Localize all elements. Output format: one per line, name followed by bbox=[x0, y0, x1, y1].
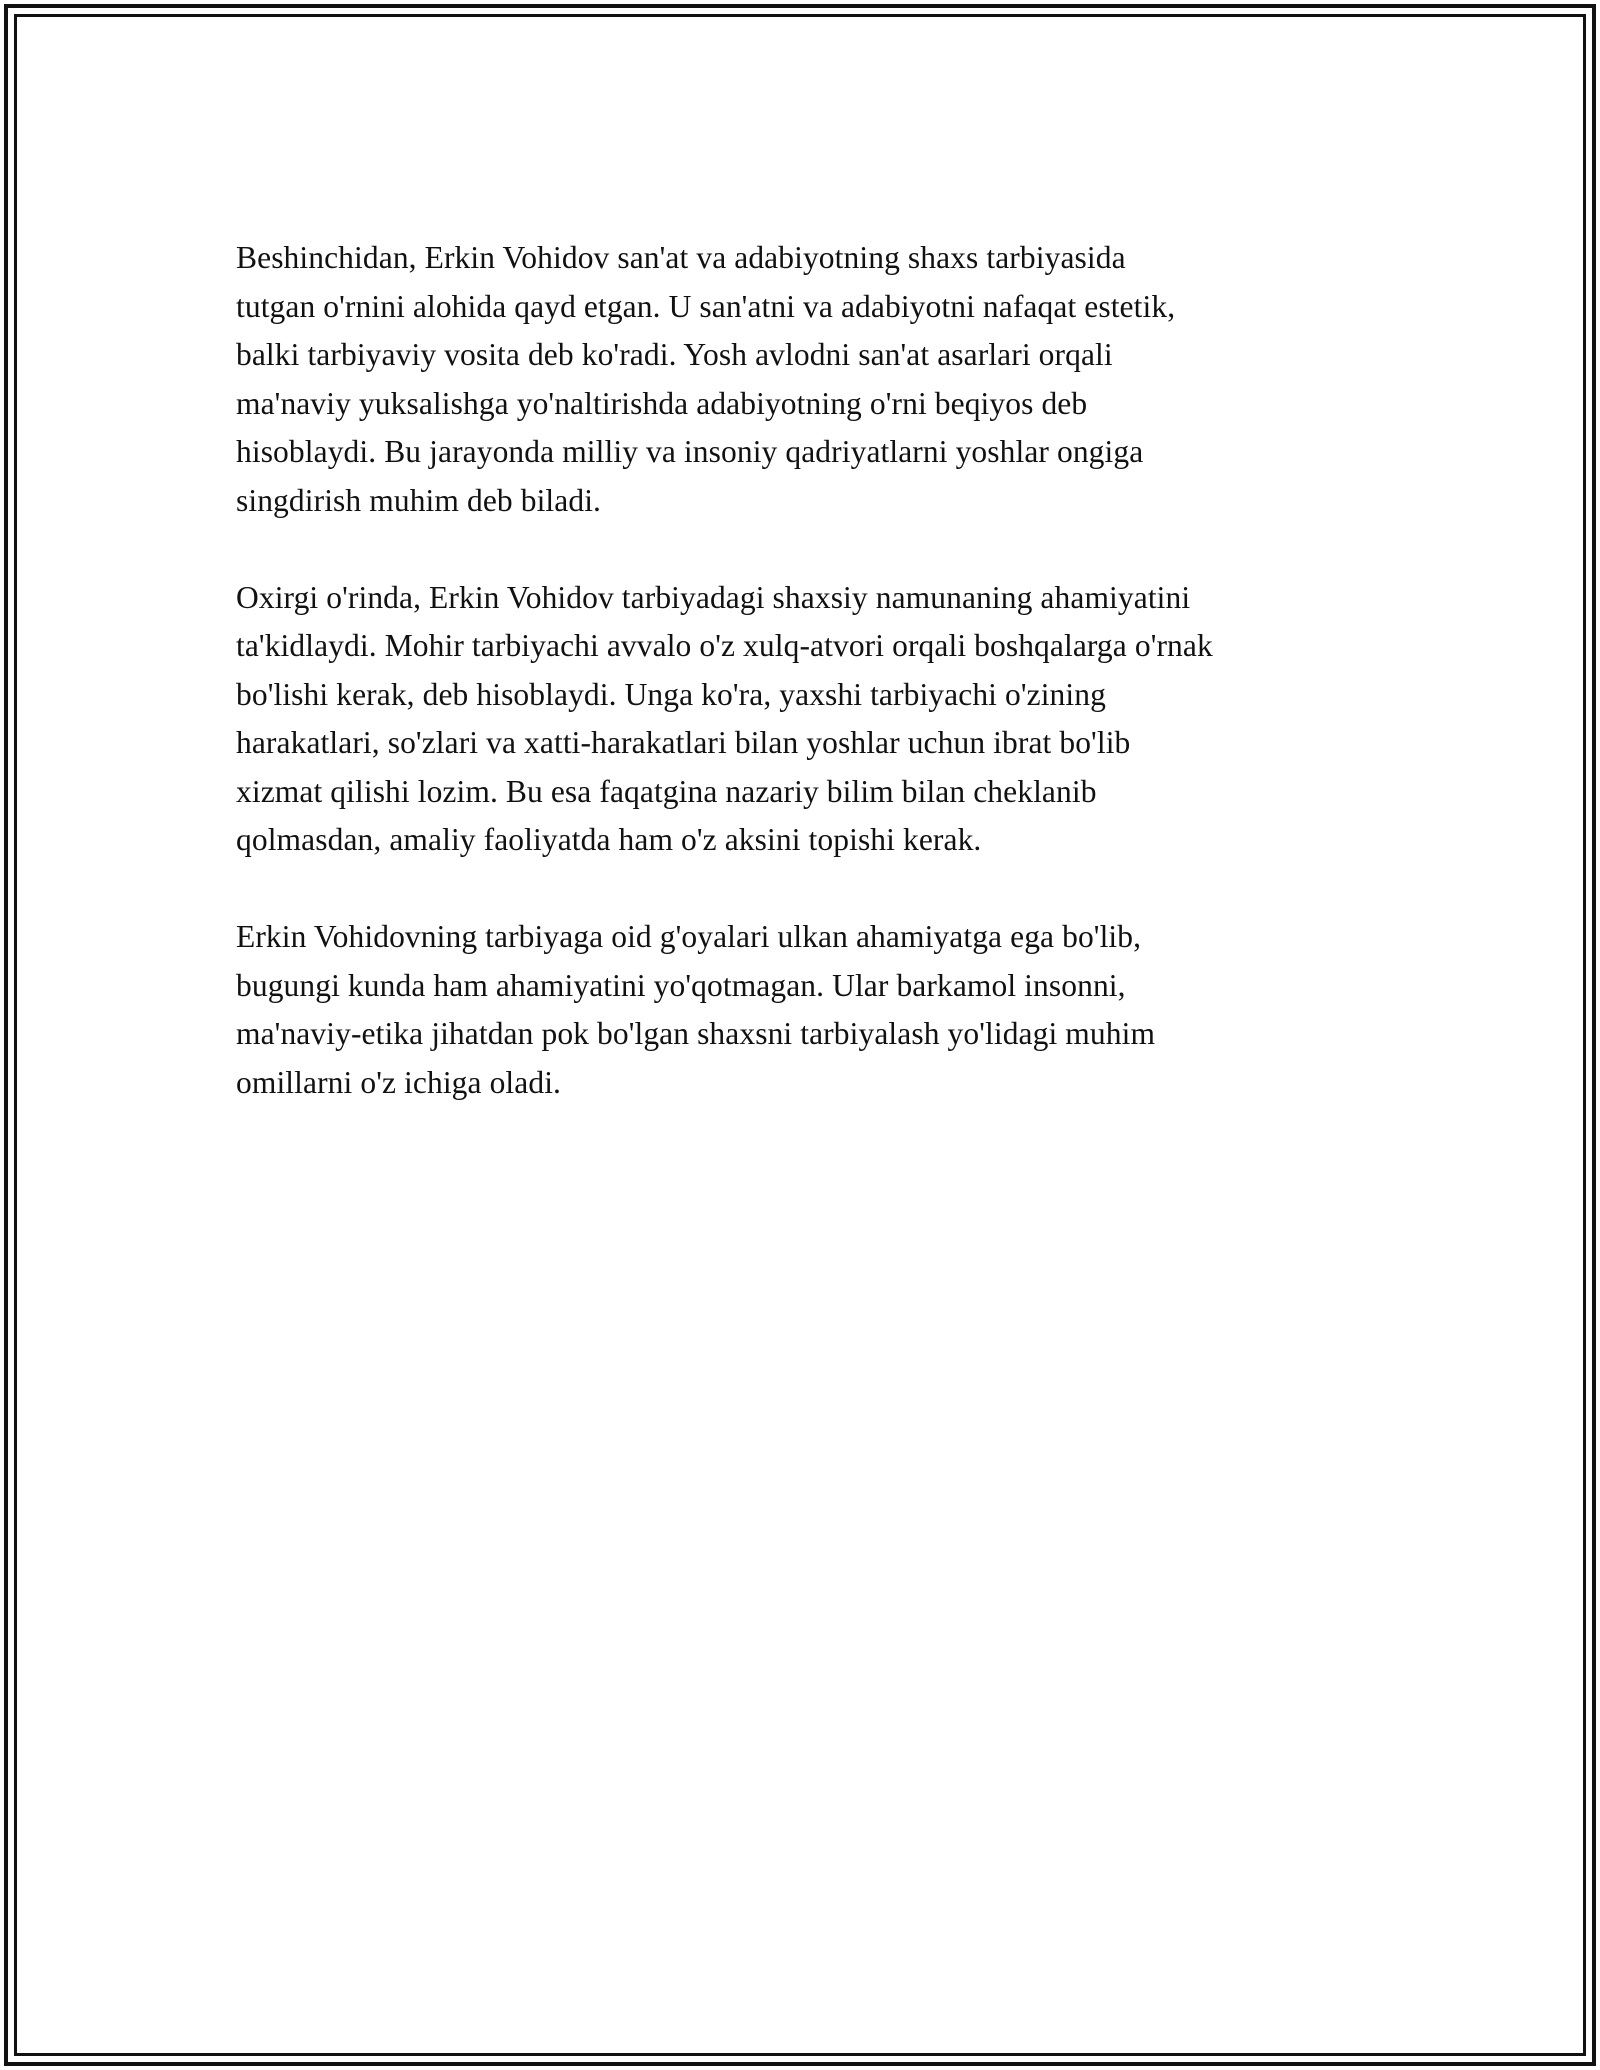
text-line: Erkin Vohidovning tarbiyaga oid g'oyalari ulkan ahamiyatga ega bo'lib, bbox=[236, 919, 1142, 954]
paragraph-2 bbox=[236, 574, 1376, 865]
text-line: bo'lishi kerak, deb hisoblaydi. Unga ko'ra, yaxshi tarbiyachi o'zining bbox=[236, 676, 1106, 712]
paragraph-3 bbox=[236, 913, 1376, 1107]
text-line: harakatlari, so'zlari va xatti-harakatlari bilan yoshlar uchun ibrat bo'lib bbox=[236, 725, 1131, 760]
text-line: balki tarbiyaviy vosita deb ko'radi. Yosh avlodni san'at asarlari orqali bbox=[236, 337, 1113, 372]
text-line: Beshinchidan, Erkin Vohidov san'at va adabiyotning shaxs tarbiyasida bbox=[236, 240, 1126, 275]
text-line: ta'kidlaydi. Mohir tarbiyachi avvalo o'z xulq-atvori orqali boshqalarga o'rnak bbox=[236, 628, 1213, 663]
text-line: hisoblaydi. Bu jarayonda milliy va insoniy qadriyatlarni yoshlar ongiga bbox=[236, 434, 1144, 469]
text-line: omillarni o'z ichiga oladi. bbox=[236, 1064, 562, 1100]
paragraph-1 bbox=[236, 234, 1376, 525]
text-line: xizmat qilishi lozim. Bu esa faqatgina nazariy bilim bilan cheklanib bbox=[236, 773, 1097, 809]
text-line: ma'naviy-etika jihatdan pok bo'lgan shaxsni tarbiyalash yo'lidagi muhim bbox=[236, 1016, 1156, 1051]
text-line: bugungi kunda ham ahamiyatini yo'qotmagan. Ular barkamol insonni, bbox=[236, 967, 1126, 1003]
text-line: tutgan o'rnini alohida qayd etgan. U san'atni va adabiyotni nafaqat estetik, bbox=[236, 288, 1176, 324]
text-line: ma'naviy yuksalishga yo'naltirishda adabiyotning o'rni beqiyos deb bbox=[236, 385, 1088, 421]
text-line: qolmasdan, amaliy faoliyatda ham o'z aksini topishi kerak. bbox=[236, 822, 982, 857]
text-line: singdirish muhim deb biladi. bbox=[236, 482, 602, 518]
document-body bbox=[236, 234, 1376, 1156]
text-line: Oxirgi o'rinda, Erkin Vohidov tarbiyadagi shaxsiy namunaning ahamiyatini bbox=[236, 579, 1191, 615]
